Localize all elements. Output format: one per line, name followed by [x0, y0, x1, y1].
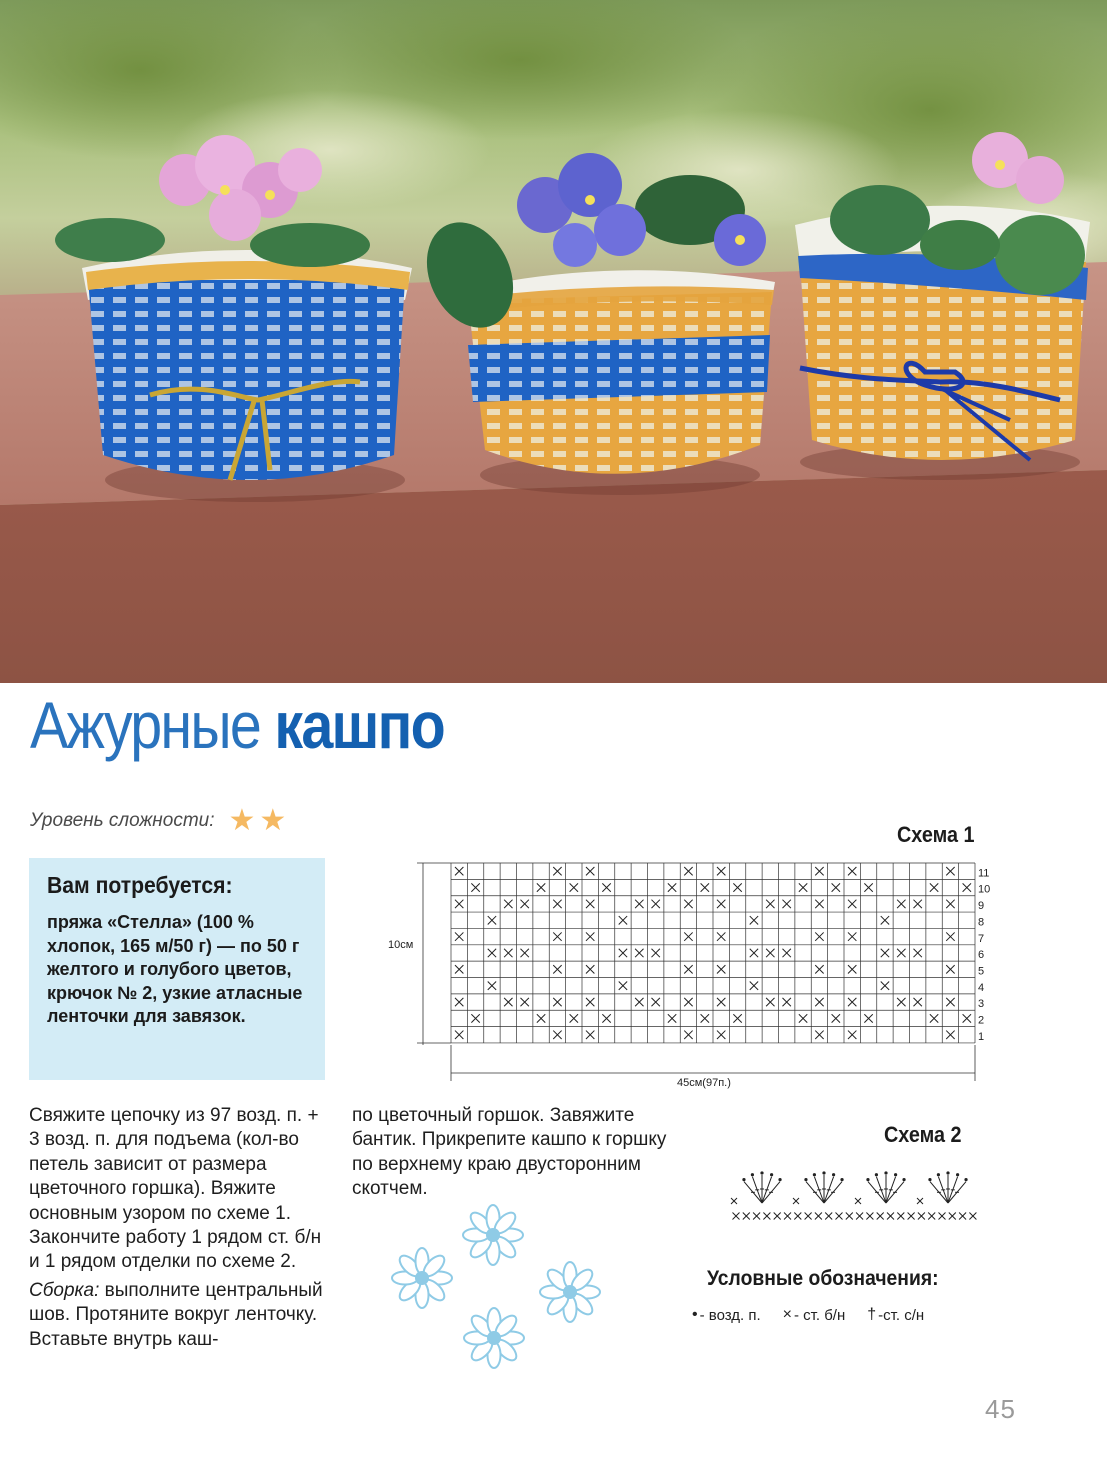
single-crochet-mark: [619, 949, 627, 957]
single-crochet-mark: [959, 1213, 966, 1220]
single-crochet-mark: [856, 1213, 863, 1220]
single-crochet-mark: [602, 883, 610, 891]
difficulty-stars: [229, 806, 287, 836]
single-crochet-mark: [913, 998, 921, 1006]
row-number: 1: [978, 1030, 985, 1043]
single-crochet-mark: [717, 998, 725, 1006]
single-crochet-mark: [455, 867, 463, 875]
single-crochet-mark: [753, 1213, 760, 1220]
single-crochet-mark: [766, 998, 774, 1006]
single-crochet-mark: [684, 932, 692, 940]
single-crochet-mark: [946, 1031, 954, 1039]
flower-decoration: [386, 1200, 616, 1390]
single-crochet-mark: [784, 1213, 791, 1220]
single-crochet-mark: [930, 883, 938, 891]
legend: [692, 1306, 924, 1324]
single-crochet-mark: [848, 932, 856, 940]
single-crochet-mark: [946, 932, 954, 940]
single-crochet-mark: [733, 1213, 740, 1220]
single-crochet-mark: [668, 1014, 676, 1022]
scheme1-grid: [451, 863, 975, 1043]
single-crochet-mark: [684, 1031, 692, 1039]
single-crochet-mark: [815, 900, 823, 908]
single-crochet-mark: [520, 949, 528, 957]
single-crochet-icon: ×: [782, 1306, 793, 1323]
chain-stitch-icon: •: [692, 1306, 698, 1323]
instructions-paragraph: Свяжите цепочку из 97 возд. п. + 3 возд. п. для подъема (кол-во петель зависит от размера цветочного горшка). Вяжите основным узором по схеме 1. Закончите работу 1 рядом ст. б/н и 1 рядом отделки по схеме 2.: [29, 1105, 322, 1273]
single-crochet-mark: [848, 900, 856, 908]
single-crochet-mark: [717, 1031, 725, 1039]
single-crochet-mark: [635, 998, 643, 1006]
single-crochet-mark: [794, 1213, 801, 1220]
single-crochet-mark: [619, 916, 627, 924]
hero-photo: [0, 0, 1107, 683]
single-crochet-mark: [799, 883, 807, 891]
single-crochet-mark: [586, 965, 594, 973]
single-crochet-mark: [782, 949, 790, 957]
single-crochet-mark: [897, 998, 905, 1006]
single-crochet-mark: [635, 900, 643, 908]
legend-item-chain: [692, 1306, 761, 1324]
single-crochet-mark: [619, 982, 627, 990]
single-crochet-mark: [774, 1213, 781, 1220]
single-crochet-mark: [488, 949, 496, 957]
single-crochet-mark: [805, 1213, 812, 1220]
single-crochet-mark: [701, 883, 709, 891]
flower-icon: [464, 1308, 524, 1368]
single-crochet-mark: [455, 900, 463, 908]
single-crochet-mark: [553, 900, 561, 908]
single-crochet-mark: [897, 949, 905, 957]
single-crochet-mark: [504, 998, 512, 1006]
single-crochet-mark: [877, 1213, 884, 1220]
single-crochet-mark: [455, 932, 463, 940]
single-crochet-mark: [586, 900, 594, 908]
legend-item-double-crochet: [867, 1306, 924, 1324]
single-crochet-mark: [815, 1031, 823, 1039]
row-number: 3: [978, 998, 985, 1011]
materials-heading: Вам потребуется:: [47, 872, 233, 898]
instructions-paragraph-2: по цветочный горшок. Завяжите бантик. Прикрепите кашпо к горшку по верхнему краю двусторонним скотчем.: [352, 1105, 667, 1200]
single-crochet-mark: [763, 1213, 770, 1220]
single-crochet-mark: [782, 900, 790, 908]
row-numbers: [978, 867, 990, 1043]
title-bold: кашпо: [274, 688, 444, 762]
single-crochet-mark: [743, 1213, 750, 1220]
single-crochet-mark: [887, 1213, 894, 1220]
height-label: 10см: [388, 939, 414, 951]
row-number: 6: [978, 949, 985, 962]
single-crochet-mark: [553, 998, 561, 1006]
single-crochet-mark: [471, 1014, 479, 1022]
single-crochet-mark: [881, 949, 889, 957]
single-crochet-mark: [946, 998, 954, 1006]
single-crochet-mark: [832, 1014, 840, 1022]
single-crochet-mark: [881, 982, 889, 990]
scheme1-chart: [385, 855, 997, 1090]
single-crochet-mark: [866, 1213, 873, 1220]
legend-text: -ст. с/н: [878, 1306, 925, 1324]
single-crochet-mark: [504, 949, 512, 957]
single-crochet-mark: [939, 1213, 946, 1220]
row-number: 9: [978, 900, 985, 913]
star-icon: ★: [228, 804, 256, 837]
page-title: [30, 688, 444, 762]
legend-item-single-crochet: [783, 1306, 846, 1324]
star-icon: ★: [259, 804, 287, 837]
single-crochet-mark: [897, 900, 905, 908]
single-crochet-mark: [913, 949, 921, 957]
single-crochet-mark: [455, 998, 463, 1006]
single-crochet-mark: [918, 1213, 925, 1220]
single-crochet-mark: [602, 1014, 610, 1022]
single-crochet-mark: [930, 1014, 938, 1022]
shell-stitch-mark: [804, 1171, 843, 1203]
single-crochet-mark: [815, 1213, 822, 1220]
materials-box: [29, 858, 325, 1080]
single-crochet-mark: [766, 949, 774, 957]
single-crochet-mark: [504, 900, 512, 908]
flower-icon: [392, 1248, 452, 1308]
single-crochet-mark: [651, 900, 659, 908]
legend-text: - возд. п.: [699, 1306, 761, 1324]
materials-text: пряжа «Стелла» (100 % хлопок, 165 м/50 г) — по 50 г желтого и голубого цветов, крючок № 2, узкие атласные ленточки для завязок.: [47, 912, 303, 1026]
single-crochet-mark: [750, 916, 758, 924]
double-crochet-icon: †: [867, 1306, 877, 1323]
single-crochet-mark: [717, 900, 725, 908]
single-crochet-mark: [586, 867, 594, 875]
assembly-paragraph: [29, 1279, 329, 1352]
row-number: 2: [978, 1014, 985, 1027]
difficulty-label: Уровень сложности:: [30, 810, 215, 831]
scheme2-chart: [728, 1158, 990, 1226]
single-crochet-mark: [848, 965, 856, 973]
single-crochet-mark: [537, 1014, 545, 1022]
scheme2-title: Схема 2: [884, 1122, 962, 1147]
single-crochet-mark: [717, 867, 725, 875]
single-crochet-mark: [815, 932, 823, 940]
single-crochet-mark: [750, 949, 758, 957]
shell-stitch-mark: [928, 1171, 967, 1203]
single-crochet-mark: [864, 883, 872, 891]
single-crochet-mark: [520, 900, 528, 908]
single-crochet-mark: [864, 1014, 872, 1022]
title-light: Ажурные: [30, 688, 261, 762]
single-crochet-mark: [701, 1014, 709, 1022]
single-crochet-mark: [782, 998, 790, 1006]
single-crochet-mark: [586, 998, 594, 1006]
single-crochet-mark: [553, 867, 561, 875]
single-crochet-mark: [455, 965, 463, 973]
single-crochet-mark: [684, 900, 692, 908]
single-crochet-mark: [750, 982, 758, 990]
crochet-pots-photo: [0, 0, 1107, 683]
single-crochet-mark: [928, 1213, 935, 1220]
assembly-label: Сборка:: [29, 1279, 100, 1301]
row-number: 11: [978, 867, 990, 880]
single-crochet-mark: [488, 982, 496, 990]
row-number: 8: [978, 916, 985, 929]
shell-stitch-mark: [742, 1171, 781, 1203]
difficulty: [30, 806, 286, 836]
instructions-column-1: [29, 1104, 329, 1352]
single-crochet-mark: [537, 883, 545, 891]
single-crochet-mark: [570, 1014, 578, 1022]
single-crochet-mark: [717, 965, 725, 973]
row-number: 5: [978, 965, 985, 978]
single-crochet-mark: [848, 1031, 856, 1039]
single-crochet-mark: [586, 932, 594, 940]
single-crochet-mark: [553, 1031, 561, 1039]
single-crochet-mark: [969, 1213, 976, 1220]
single-crochet-mark: [946, 867, 954, 875]
single-crochet-mark: [832, 883, 840, 891]
single-crochet-mark: [668, 883, 676, 891]
single-crochet-mark: [815, 965, 823, 973]
row-number: 7: [978, 932, 985, 945]
single-crochet-mark: [635, 949, 643, 957]
row-number: 10: [978, 883, 991, 896]
single-crochet-mark: [553, 965, 561, 973]
single-crochet-mark: [570, 883, 578, 891]
single-crochet-mark: [651, 949, 659, 957]
single-crochet-mark: [684, 998, 692, 1006]
single-crochet-mark: [586, 1031, 594, 1039]
single-crochet-mark: [471, 883, 479, 891]
shell-stitch-mark: [866, 1171, 905, 1203]
width-label: 45см(97п.): [677, 1077, 731, 1089]
single-crochet-mark: [848, 867, 856, 875]
single-crochet-mark: [897, 1213, 904, 1220]
single-crochet-mark: [825, 1213, 832, 1220]
legend-title: Условные обозначения:: [707, 1267, 939, 1290]
single-crochet-mark: [766, 900, 774, 908]
single-crochet-mark: [799, 1014, 807, 1022]
single-crochet-mark: [520, 998, 528, 1006]
single-crochet-mark: [553, 932, 561, 940]
assembly-text: выполните центральный шов. Протяните вокруг ленточку. Вставьте внутрь каш-: [29, 1279, 323, 1350]
single-crochet-mark: [881, 916, 889, 924]
single-crochet-mark: [846, 1213, 853, 1220]
single-crochet-mark: [815, 867, 823, 875]
flower-icon: [540, 1262, 600, 1322]
single-crochet-mark: [946, 965, 954, 973]
single-crochet-mark: [717, 932, 725, 940]
single-crochet-mark: [946, 900, 954, 908]
single-crochet-mark: [651, 998, 659, 1006]
row-number: 4: [978, 981, 985, 994]
single-crochet-mark: [836, 1213, 843, 1220]
single-crochet-mark: [488, 916, 496, 924]
legend-text: - ст. б/н: [794, 1306, 846, 1324]
flower-icon: [463, 1205, 523, 1265]
single-crochet-mark: [908, 1213, 915, 1220]
single-crochet-mark: [815, 998, 823, 1006]
single-crochet-mark: [733, 883, 741, 891]
single-crochet-mark: [963, 1014, 971, 1022]
single-crochet-mark: [963, 883, 971, 891]
page-number: 45: [985, 1394, 1016, 1424]
single-crochet-mark: [913, 900, 921, 908]
single-crochet-mark: [684, 965, 692, 973]
instructions-column-2: [352, 1104, 677, 1202]
single-crochet-mark: [848, 998, 856, 1006]
single-crochet-mark: [684, 867, 692, 875]
single-crochet-mark: [733, 1014, 741, 1022]
scheme1-title: Схема 1: [897, 822, 975, 847]
single-crochet-mark: [949, 1213, 956, 1220]
single-crochet-mark: [455, 1031, 463, 1039]
